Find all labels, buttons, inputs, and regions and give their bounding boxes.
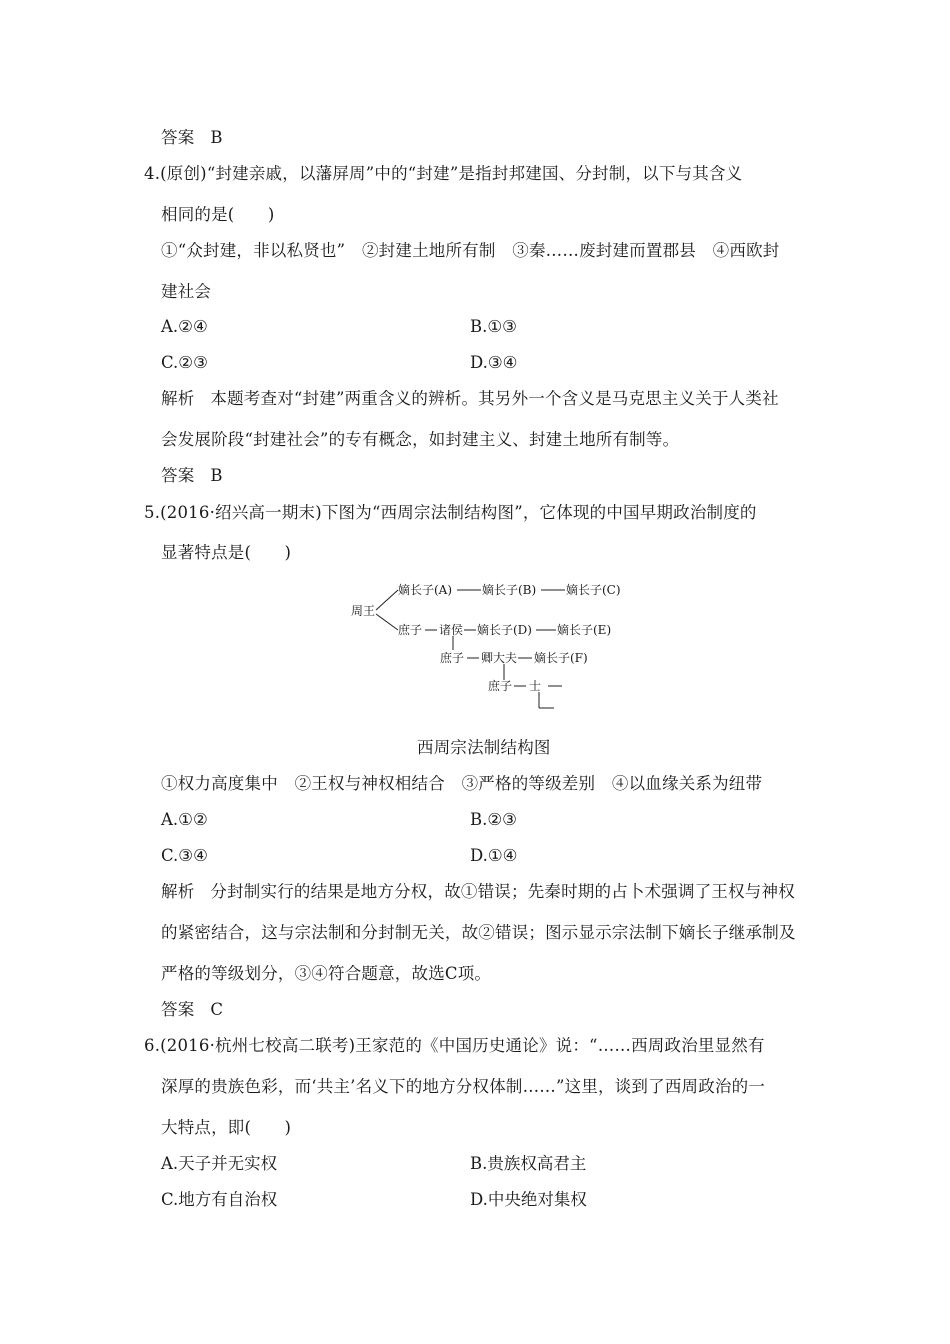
diagram-row1-b: 嫡长子(B): [482, 583, 537, 597]
answer-value: B: [210, 466, 223, 485]
q4-stem-line2: 相同的是( ): [161, 205, 275, 224]
diagram-row4-a: 庶子: [488, 679, 513, 693]
diagram-row3-a: 庶子: [440, 651, 465, 665]
analysis-label: 解析: [161, 882, 195, 901]
q5-items: ①权力高度集中 ②王权与神权相结合 ③严格的等级差别 ④以血缘关系为纽带: [161, 774, 763, 793]
diagram-row2-c: 嫡长子(D): [477, 623, 532, 637]
branch-line-upper: [376, 590, 398, 610]
diagram-row3-b: 卿大夫: [481, 651, 518, 665]
q5-option-b: B.②③: [470, 810, 517, 829]
answer-label: 答案: [161, 466, 195, 485]
q5-option-c: C.③④: [161, 846, 208, 865]
diagram-row3-c: 嫡长子(F): [534, 651, 588, 665]
q5-analysis-line1: [161, 881, 795, 903]
q5-analysis-line3: 严格的等级划分，③④符合题意，故选C项。: [161, 964, 492, 983]
q4-option-b: B.①③: [470, 317, 517, 336]
q4-items-line2: 建社会: [161, 282, 212, 301]
branch-line-lower: [376, 614, 398, 630]
q6-stem-line3: 大特点，即( ): [161, 1118, 292, 1137]
analysis-text: 本题考查对“封建”两重含义的辨析。其另外一个含义是马克思主义关于人类社: [210, 389, 779, 408]
q4-stem-line1: 4.(原创)“封建亲戚，以藩屏周”中的“封建”是指封邦建国、分封制，以下与其含义: [144, 164, 743, 183]
q5-analysis-line2: 的紧密结合，这与宗法制和分封制无关，故②错误；图示显示宗法制下嫡长子继承制及: [161, 923, 796, 942]
zongfa-structure-diagram: [340, 576, 640, 716]
q4-analysis-line2: 会发展阶段“封建社会”的专有概念，如封建主义、封建土地所有制等。: [161, 430, 680, 449]
q6-option-b: B.贵族权高君主: [470, 1154, 587, 1173]
q4-option-c: C.②③: [161, 353, 208, 372]
answer-value: C: [210, 1000, 224, 1019]
q3-answer: [161, 127, 223, 149]
diagram-row2-a: 庶子: [398, 623, 423, 637]
q4-items-line1: ①“众封建，非以私贤也” ②封建土地所有制 ③秦……废封建而置郡县 ④西欧封: [161, 241, 780, 260]
diagram-caption: 西周宗法制结构图: [417, 738, 551, 757]
q5-option-a: A.①②: [161, 810, 208, 829]
diagram-row1-a: 嫡长子(A): [398, 583, 453, 597]
analysis-text: 分封制实行的结果是地方分权，故①错误；先秦时期的占卜术强调了王权与神权: [210, 882, 795, 901]
q6-option-d: D.中央绝对集权: [470, 1190, 587, 1209]
q6-stem-line1: 6.(2016·杭州七校高二联考)王家范的《中国历史通论》说：“……西周政治里显然有: [144, 1036, 765, 1055]
answer-label: 答案: [161, 128, 195, 147]
q4-option-d: D.③④: [470, 353, 518, 372]
diagram-row2-b: 诸侯: [439, 623, 464, 637]
q5-stem-line1: 5.(2016·绍兴高一期末)下图为“西周宗法制结构图”，它体现的中国早期政治制度的: [144, 503, 757, 522]
q4-answer: [161, 465, 223, 487]
q6-stem-line2: 深厚的贵族色彩，而‘共主’名义下的地方分权体制……”这里，谈到了西周政治的一: [161, 1077, 766, 1096]
q5-option-d: D.①④: [470, 846, 518, 865]
q5-stem-line2: 显著特点是( ): [161, 543, 292, 562]
q6-option-c: C.地方有自治权: [161, 1190, 278, 1209]
diagram-king: 周王: [351, 604, 376, 618]
diagram-row2-d: 嫡长子(E): [557, 623, 612, 637]
q6-option-a: A.天子并无实权: [161, 1154, 278, 1173]
answer-value: B: [210, 128, 223, 147]
diagram-row1-c: 嫡长子(C): [566, 583, 621, 597]
q4-option-a: A.②④: [161, 317, 208, 336]
answer-label: 答案: [161, 1000, 195, 1019]
diagram-row4-b: 士: [529, 679, 542, 693]
analysis-label: 解析: [161, 389, 195, 408]
q4-analysis-line1: [161, 388, 779, 410]
q5-answer: [161, 999, 223, 1021]
